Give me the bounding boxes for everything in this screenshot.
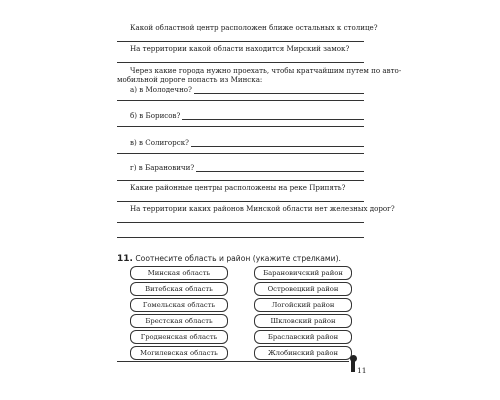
answer-line[interactable] [194, 86, 364, 94]
district-ostrovets[interactable]: Островецкий район [254, 282, 352, 296]
answer-line[interactable] [191, 139, 364, 147]
answer-line[interactable] [117, 180, 364, 181]
answer-line[interactable] [182, 112, 364, 120]
footer-rule [117, 361, 349, 362]
question-4: Какие районные центры расположены на реке Припять? [130, 183, 346, 192]
district-logoisk[interactable]: Логойский район [254, 298, 352, 312]
task-instruction: Соотнесите область и район (укажите стрелками). [135, 254, 341, 263]
region-vitebsk[interactable]: Витебская область [130, 282, 228, 296]
region-mogilev[interactable]: Могилевская область [130, 346, 228, 360]
answer-line[interactable] [117, 237, 364, 238]
district-braslav[interactable]: Браславский район [254, 330, 352, 344]
district-baranovichi[interactable]: Барановичский район [254, 266, 352, 280]
answer-3c [130, 138, 364, 147]
answer-3a [130, 85, 364, 94]
question-3b: б) в Борисов? [130, 111, 181, 120]
question-3-line-2: мобильной дороге попасть из Минска: [117, 75, 263, 84]
task-11-heading [117, 254, 341, 264]
region-grodno[interactable]: Гродненская область [130, 330, 228, 344]
question-2: На территории какой области находится Мирский замок? [130, 44, 350, 53]
answer-3d [130, 163, 364, 172]
district-zhlobin[interactable]: Жлобинский район [254, 346, 352, 360]
answer-line[interactable] [117, 126, 364, 127]
question-1: Какой областной центр расположен ближе остальных к столице? [130, 23, 378, 32]
district-shklov[interactable]: Шкловский район [254, 314, 352, 328]
answer-3b [130, 111, 364, 120]
page-number: 11 [357, 366, 367, 375]
answer-line[interactable] [196, 164, 364, 172]
answer-line[interactable] [117, 153, 364, 154]
task-number: 11. [117, 254, 133, 264]
question-5: На территории каких районов Минской области нет железных дорог? [130, 204, 395, 213]
answer-line[interactable] [117, 222, 364, 223]
answer-line[interactable] [117, 62, 364, 63]
region-minsk[interactable]: Минская область [130, 266, 228, 280]
question-3-line-1: Через какие города нужно проехать, чтобы кратчайшим путем по авто- [130, 66, 402, 75]
page-marker-icon [351, 358, 355, 372]
answer-line[interactable] [117, 100, 364, 101]
question-3c: в) в Солигорск? [130, 138, 189, 147]
question-3a: а) в Молодечно? [130, 85, 192, 94]
region-gomel[interactable]: Гомельская область [130, 298, 228, 312]
answer-line[interactable] [117, 201, 364, 202]
region-brest[interactable]: Брестская область [130, 314, 228, 328]
question-3d: г) в Барановичи? [130, 163, 195, 172]
answer-line[interactable] [117, 41, 364, 42]
